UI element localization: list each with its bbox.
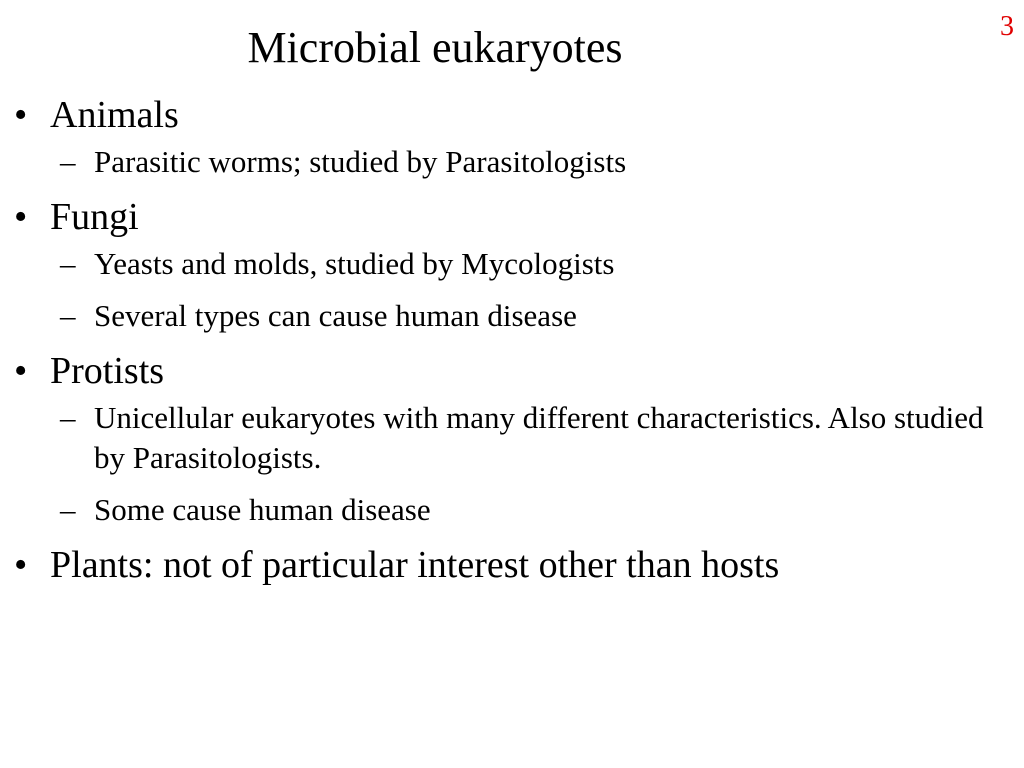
- bullet-group-animals: [0, 92, 1000, 182]
- bullet-text: Animals: [50, 94, 179, 136]
- bullet-text: Protists: [50, 350, 165, 392]
- bullet-item: [0, 542, 1000, 588]
- sub-bullet-text: Parasitic worms; studied by Parasitologists: [94, 144, 627, 179]
- bullet-dot-icon: •: [14, 94, 28, 136]
- bullet-dot-icon: •: [14, 196, 28, 238]
- sub-bullet-item: [0, 490, 1000, 530]
- bullet-dot-icon: •: [14, 350, 28, 392]
- sub-bullet-item: [0, 398, 1000, 478]
- dash-icon: –: [60, 492, 76, 527]
- dash-icon: –: [60, 144, 76, 179]
- bullet-group-plants: [0, 542, 1000, 588]
- dash-icon: –: [60, 298, 76, 333]
- page-number: 3: [1000, 11, 1014, 42]
- sub-bullet-text: Unicellular eukaryotes with many different characteristics. Also studied by Parasitologists.: [94, 400, 984, 475]
- sub-bullet-text: Yeasts and molds, studied by Mycologists: [94, 246, 615, 281]
- sub-bullet-item: [0, 142, 1000, 182]
- slide-title: Microbial eukaryotes: [247, 23, 623, 72]
- bullet-group-protists: [0, 348, 1000, 530]
- bullet-item: [0, 348, 1000, 394]
- bullet-group-fungi: [0, 194, 1000, 336]
- bullet-item: [0, 194, 1000, 240]
- sub-bullet-item: [0, 296, 1000, 336]
- bullet-dot-icon: •: [14, 544, 28, 586]
- dash-icon: –: [60, 400, 76, 435]
- sub-bullet-item: [0, 244, 1000, 284]
- bullet-list: [0, 92, 1000, 594]
- bullet-item: [0, 92, 1000, 138]
- dash-icon: –: [60, 246, 76, 281]
- sub-bullet-text: Several types can cause human disease: [94, 298, 577, 333]
- bullet-text: Plants: not of particular interest other than hosts: [50, 544, 780, 586]
- bullet-text: Fungi: [50, 196, 139, 238]
- sub-bullet-text: Some cause human disease: [94, 492, 431, 527]
